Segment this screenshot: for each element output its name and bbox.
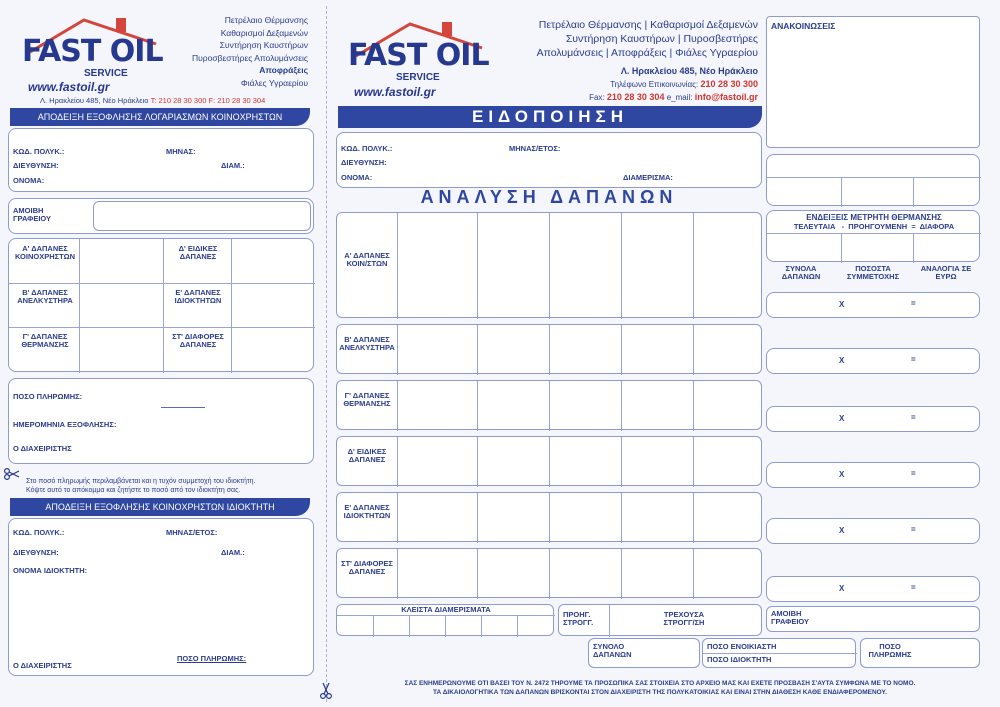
imerominia-label: ΗΜΕΡΟΜΗΝΙΑ ΕΞΟΦΛΗΣΗΣ: xyxy=(13,420,117,429)
cat-a: Α' ΔΑΠΑΝΕΣ ΚΟΙΝΟΧΡΗΣΤΩΝ xyxy=(14,244,76,261)
main-services-line2: Συντήρηση Καυστήρων | Πυροσβεστήρες xyxy=(565,33,758,45)
analysis-row xyxy=(336,436,762,486)
main-fax: 210 28 30 304 xyxy=(606,92,665,102)
equals-sign: = xyxy=(911,583,916,592)
equals-sign: = xyxy=(911,355,916,364)
analysis-col-divider xyxy=(549,437,550,487)
analysis-col-divider xyxy=(621,437,622,487)
announcements-box xyxy=(766,16,980,148)
poso-enoik-label: ΠΟΣΟ ΕΝΟΙΚΙΑΣΤΗ xyxy=(707,642,777,651)
receipt1-title: ΑΠΟΔΕΙΞΗ ΕΞΟΦΛΗΣΗΣ ΛΟΓΑΡΙΑΣΜΩΝ ΚΟΙΝΟΧΡΗΣΤΩΝ xyxy=(10,108,310,126)
main-services-line3: Απολυμάνσεις | Αποφράξεις | Φιάλες Υγραερίου xyxy=(536,47,758,59)
cut-note xyxy=(26,477,256,495)
analysis-row-label: Ε' ΔΑΠΑΝΕΣ ΙΔΙΟΚΤΗΤΩΝ xyxy=(343,503,391,520)
main-phone: 210 28 30 300 xyxy=(700,79,758,89)
analysis-row-label: Α' ΔΑΠΑΝΕΣ ΚΟΙΝ/ΣΤΩΝ xyxy=(344,251,390,268)
logo-oil-text: OIL xyxy=(435,38,489,73)
analysis-row xyxy=(336,548,762,598)
service-line: Αποφράξεις xyxy=(259,65,308,75)
analysis-col-divider xyxy=(693,213,694,319)
logo-service-text: SERVICE xyxy=(84,68,128,79)
logo-service-text: SERVICE xyxy=(396,72,440,83)
analysis-col-divider xyxy=(621,381,622,431)
left-logo xyxy=(14,14,164,98)
cat-e: Ε' ΔΑΠΑΝΕΣ ΙΔΙΟΚΤΗΤΩΝ xyxy=(174,288,222,305)
payment-box xyxy=(8,378,314,464)
amoivi-field[interactable] xyxy=(93,201,311,231)
analysis-row-label: Β' ΔΑΠΑΝΕΣ ΑΝΕΛΚΥΣΤΗΡΑ xyxy=(339,335,395,352)
left-services xyxy=(150,14,308,89)
multiply-sign: X xyxy=(839,470,845,479)
left-address: Λ. Ηρακλείου 485, Νέο Ηράκλειο xyxy=(40,96,149,105)
cut-note-line2: Κόψτε αυτό το απόκομμα και ζητήστε το ποσό από τον ιδιοκτήτη σας. xyxy=(26,487,241,494)
analysis-row xyxy=(336,324,762,374)
receipt2-title: ΑΠΟΔΕΙΞΗ ΕΞΟΦΛΗΣΗΣ ΚΟΙΝΟΧΡΗΣΤΩΝ ΙΔΙΟΚΤΗΤΗ xyxy=(10,498,310,516)
email-label: e_mail: xyxy=(666,93,693,102)
amoivi-label: ΑΜΟΙΒΗ ΓΡΑΦΕΙΟΥ xyxy=(13,206,52,224)
perforation-line xyxy=(326,6,327,702)
allocation-row[interactable] xyxy=(766,292,980,318)
main-email: info@fastoil.gr xyxy=(694,92,758,102)
kleista-box xyxy=(336,604,554,636)
diamerisma-label: ΔΙΑΜΕΡΙΣΜΑ: xyxy=(623,173,673,182)
diam-label: ΔΙΑΜ.: xyxy=(221,161,245,170)
analysis-col-divider xyxy=(477,325,478,375)
diam2-label: ΔΙΑΜ.: xyxy=(221,548,245,557)
analysis-row xyxy=(336,492,762,542)
amoivi-right-label: ΑΜΟΙΒΗ ΓΡΑΦΕΙΟΥ xyxy=(771,609,810,627)
analysis-row-label: Γ' ΔΑΠΑΝΕΣ ΘΕΡΜΑΝΣΗΣ xyxy=(343,391,391,408)
cat-d: Δ' ΕΙΔΙΚΕΣ ΔΑΠΑΝΕΣ xyxy=(178,244,218,261)
poso-idiokt-label: ΠΟΣΟ ΙΔΙΟΚΤΗΤΗ xyxy=(707,655,772,664)
analysis-col-divider xyxy=(549,549,550,599)
logo-oil-text: OIL xyxy=(109,34,163,69)
footer xyxy=(340,680,980,697)
minas-etos2-label: ΜΗΝΑΣ/ΕΤΟΣ: xyxy=(166,528,218,537)
announcements-label: ΑΝΑΚΟΙΝΩΣΕΙΣ xyxy=(771,21,836,31)
logo-fast-text: FAST xyxy=(22,34,101,69)
multiply-sign: X xyxy=(839,414,845,423)
kod-label: ΚΩΔ. ΠΟΛΥΚ.: xyxy=(341,144,393,153)
diaxeiristis-label: Ο ΔΙΑΧΕΙΡΙΣΤΗΣ xyxy=(13,444,72,453)
poso-plirom-label: ΠΟΣΟ ΠΛΗΡΩΜΗΣ xyxy=(868,642,912,660)
analysis-row xyxy=(336,380,762,430)
analysis-col-divider xyxy=(477,437,478,487)
analysis-col-divider xyxy=(549,381,550,431)
kod-label: ΚΩΔ. ΠΟΛΥΚ.: xyxy=(13,147,65,156)
totals-grid xyxy=(766,154,980,206)
meter-subtitle: ΤΕΛΕΥΤΑΙΑ - ΠΡΟΗΓΟΥΜΕΝΗ = ΔΙΑΦΟΡΑ xyxy=(793,222,955,231)
analysis-title: ΑΝΑΛΥΣΗ ΔΑΠΑΝΩΝ xyxy=(420,187,678,207)
multiply-sign: X xyxy=(839,526,845,535)
logo-url: www.fastoil.gr xyxy=(354,85,436,99)
left-phone: T: 210 28 30 300 xyxy=(150,96,207,105)
analysis-col-divider xyxy=(397,325,398,375)
analysis-col-divider xyxy=(549,213,550,319)
analysis-col-divider xyxy=(477,493,478,543)
col-analogia-label: ΑΝΑΛΟΓΙΑ ΣΕ ΕΥΡΩ xyxy=(920,264,972,282)
analysis-col-divider xyxy=(693,437,694,487)
main-services xyxy=(490,18,758,104)
left-fax: F: 210 28 30 304 xyxy=(208,96,266,105)
allocation-row[interactable] xyxy=(766,406,980,432)
equals-sign: = xyxy=(911,525,916,534)
kleista-label: ΚΛΕΙΣΤΑ ΔΙΑΜΕΡΙΣΜΑΤΑ xyxy=(401,605,491,614)
analysis-col-divider xyxy=(693,493,694,543)
col-synola-label: ΣΥΝΟΛΑ ΔΑΠΑΝΩΝ xyxy=(781,264,821,282)
analysis-col-divider xyxy=(397,437,398,487)
categories-box xyxy=(8,238,314,372)
multiply-sign: X xyxy=(839,584,845,593)
main-logo xyxy=(340,18,490,102)
meter-box xyxy=(766,210,980,262)
notice-info-box xyxy=(336,132,762,188)
receipt2-box xyxy=(8,518,314,676)
allocation-row[interactable] xyxy=(766,518,980,544)
analysis-col-divider xyxy=(621,549,622,599)
analysis-col-divider xyxy=(477,213,478,319)
multiply-sign: X xyxy=(839,300,845,309)
analysis-col-divider xyxy=(621,213,622,319)
service-line: Φιάλες Υγραερίου xyxy=(240,77,308,88)
analysis-col-divider xyxy=(549,493,550,543)
allocation-row[interactable] xyxy=(766,462,980,488)
col-pososta-label: ΠΟΣΟΣΤΑ ΣΥΜΜΕΤΟΧΗΣ xyxy=(846,264,900,282)
analysis-col-divider xyxy=(397,381,398,431)
equals-sign: = xyxy=(911,299,916,308)
poso-plirom2-label: ΠΟΣΟ ΠΛΗΡΩΜΗΣ: xyxy=(177,654,247,663)
fax-label: Fax: xyxy=(589,93,605,102)
scissors-icon xyxy=(319,682,333,700)
footer-line1: ΣΑΣ ΕΝΗΜΕΡΩΝΟΥΜΕ ΟΤΙ ΒΑΣΕΙ ΤΟΥ Ν. 2472 ΤΗΡΟΥΜΕ ΤΑ ΠΡΟΣΩΠΙΚΑ ΣΑΣ ΣΤΟΙΧΕΙΑ ΣΤΟ ΑΡΧΕΙΟ ΜΑΣ ΚΑΙ ΕΧΕΤΕ ΠΡΟΣΒΑΣΗ Σ'ΑΥΤΑ ΣΥΜΦΩΝΑ ΜΕ ΤΟ ΝΟΜΟ. xyxy=(404,680,916,687)
multiply-sign: X xyxy=(839,356,845,365)
prog-strogg-label: ΠΡΟΗΓ. ΣΤΡΟΓΓ. xyxy=(563,610,594,628)
equals-sign: = xyxy=(911,469,916,478)
cat-g: Γ' ΔΑΠΑΝΕΣ ΘΕΡΜΑΝΣΗΣ xyxy=(21,332,69,349)
cat-b: Β' ΔΑΠΑΝΕΣ ΑΝΕΛΚΥΣΤΗΡΑ xyxy=(17,288,73,305)
onoma-idioktiti-label: ΟΝΟΜΑ ΙΔΙΟΚΤΗΤΗ: xyxy=(13,566,88,575)
scissors-icon xyxy=(4,468,20,480)
footer-line2: ΤΑ ΔΙΚΑΙΟΛΟΓΗΤΙΚΑ ΤΩΝ ΔΑΠΑΝΩΝ ΒΡΙΣΚΟΝΤΑΙ ΣΤΟΝ ΔΙΑΧΕΙΡΙΣΤΗ ΤΗΣ ΠΟΛΥΚΑΤΟΙΚΙΑΣ ΚΑΙ ΕΙΝΑΙ ΣΤΗΝ ΔΙΑΘΕΣΗ ΚΑΘΕ ΕΝΔΙΑΦΕΡΟΜΕΝΟΥ. xyxy=(433,688,887,696)
allocation-header xyxy=(766,265,980,287)
analysis-col-divider xyxy=(693,325,694,375)
logo-fast-text: FAST xyxy=(348,38,427,73)
notice-title: ΕΙΔΟΠΟΙΗΣΗ xyxy=(338,106,762,128)
service-line: Πετρέλαιο Θέρμανσης xyxy=(224,15,308,25)
trex-strogg-label: ΤΡΕΧΟΥΣΑ ΣΤΡΟΓΓ/ΣΗ xyxy=(663,610,705,628)
kod2-label: ΚΩΔ. ΠΟΛΥΚ.: xyxy=(13,528,65,537)
onoma-label: ΟΝΟΜΑ: xyxy=(341,173,373,182)
logo-url: www.fastoil.gr xyxy=(28,80,110,94)
analysis-col-divider xyxy=(477,549,478,599)
meter-title: ΕΝΔΕΙΞΕΙΣ ΜΕΤΡΗΤΗ ΘΕΡΜΑΝΣΗΣ xyxy=(806,213,942,222)
service-line: Πυροσβεστήρες Απολυμάνσεις xyxy=(192,52,308,63)
analysis-col-divider xyxy=(397,493,398,543)
minas-etos-label: ΜΗΝΑΣ/ΕΤΟΣ: xyxy=(509,144,561,153)
poso-enoik-box xyxy=(702,638,856,668)
analysis-col-divider xyxy=(693,381,694,431)
analysis-row xyxy=(336,212,762,318)
equals-sign: = xyxy=(911,413,916,422)
analysis-col-divider xyxy=(621,325,622,375)
main-services-line1: Πετρέλαιο Θέρμανσης | Καθαρισμοί Δεξαμενών xyxy=(538,19,758,31)
analysis-col-divider xyxy=(397,213,398,319)
dieythinsi2-label: ΔΙΕΥΘΥΝΣΗ: xyxy=(13,548,59,557)
minas-label: ΜΗΝΑΣ: xyxy=(166,147,196,156)
onoma-label: ΟΝΟΜΑ: xyxy=(13,176,45,185)
left-contact xyxy=(40,96,265,105)
allocation-row[interactable] xyxy=(766,348,980,374)
analysis-col-divider xyxy=(397,549,398,599)
service-line: Συντήρηση Καυστήρων xyxy=(219,40,308,50)
cat-st: ΣΤ' ΔΙΑΦΟΡΕΣ ΔΑΠΑΝΕΣ xyxy=(172,332,224,349)
cut-note-line1: Στο ποσό πληρωμής περιλαμβάνεται και η τυχόν συμμετοχή του ιδιοκτήτη. xyxy=(26,478,256,485)
dieythinsi-label: ΔΙΕΥΘΥΝΣΗ: xyxy=(341,158,387,167)
dieythinsi-label: ΔΙΕΥΘΥΝΣΗ: xyxy=(13,161,59,170)
service-line: Καθαρισμοί Δεξαμενών xyxy=(220,27,308,38)
poso-label: ΠΟΣΟ ΠΛΗΡΩΜΗΣ: xyxy=(13,392,83,401)
analysis-col-divider xyxy=(621,493,622,543)
phone-label: Τηλέφωνο Επικοινωνίας: xyxy=(610,80,699,89)
analysis-col-divider xyxy=(477,381,478,431)
amoivi-box xyxy=(8,198,314,234)
synolo-label: ΣΥΝΟΛΟ ΔΑΠΑΝΩΝ xyxy=(593,642,632,660)
amoivi-right-box xyxy=(766,606,980,632)
main-address: Λ. Ηρακλείου 485, Νέο Ηράκλειο xyxy=(620,66,758,76)
analysis-col-divider xyxy=(549,325,550,375)
analysis-row-label: ΣΤ' ΔΙΑΦΟΡΕΣ ΔΑΠΑΝΕΣ xyxy=(341,559,393,576)
diaxeiristis2-label: Ο ΔΙΑΧΕΙΡΙΣΤΗΣ xyxy=(13,661,72,670)
poso-plirom-box xyxy=(860,638,980,668)
synolo-box xyxy=(588,638,700,668)
receipt1-info-box xyxy=(8,128,314,192)
analysis-row-label: Δ' ΕΙΔΙΚΕΣ ΔΑΠΑΝΕΣ xyxy=(347,447,387,464)
rounding-box xyxy=(558,604,762,636)
allocation-row[interactable] xyxy=(766,576,980,602)
analysis-col-divider xyxy=(693,549,694,599)
